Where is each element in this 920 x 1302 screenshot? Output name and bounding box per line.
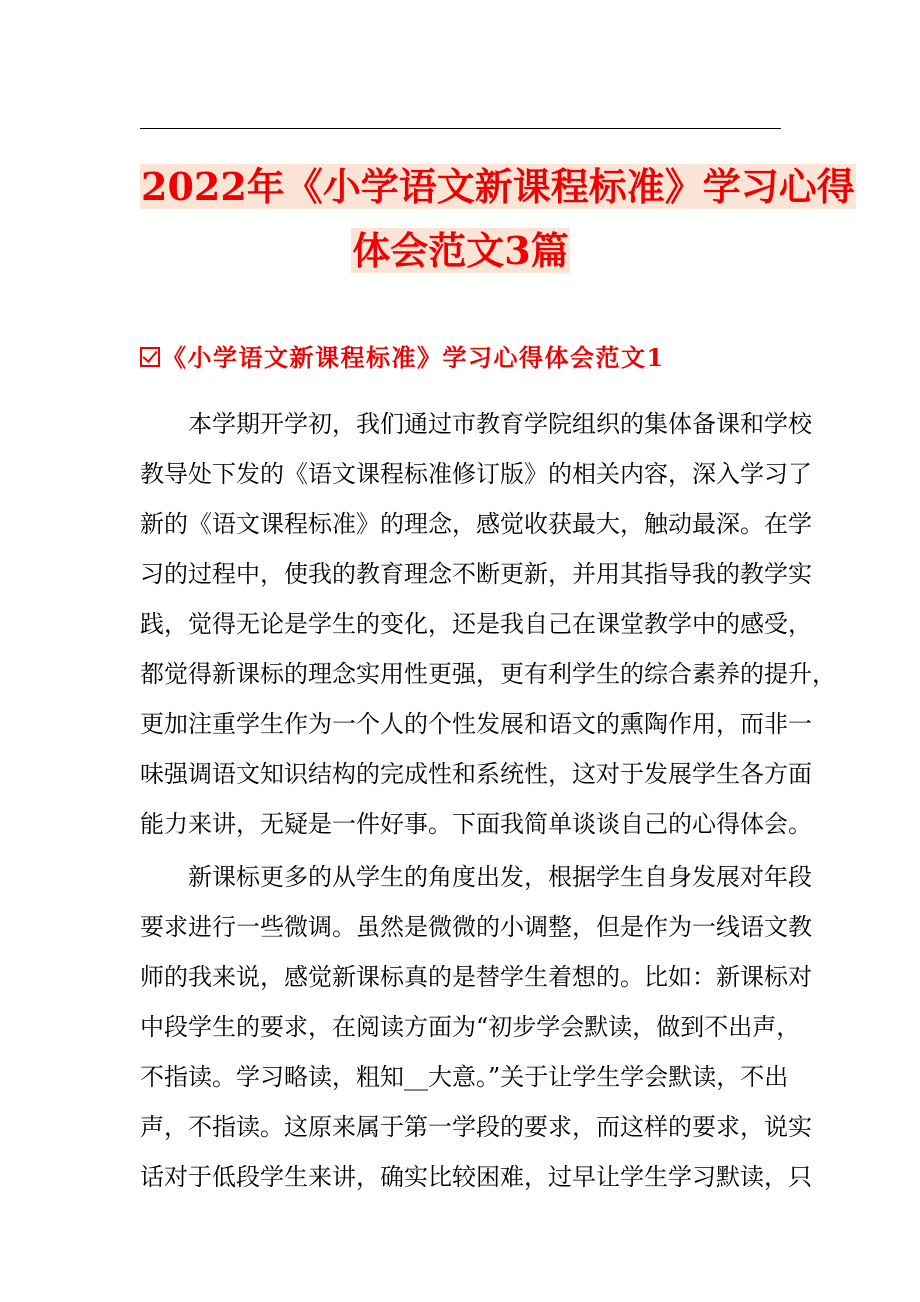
paragraph-line: 声，不指读。这原来属于第一学段的要求，而这样的要求，说实 bbox=[140, 1113, 812, 1141]
paragraph-line: 新的《语文课程标准》的理念，感觉收获最大，触动最深。在学 bbox=[140, 510, 812, 538]
header-rule bbox=[140, 128, 781, 129]
paragraph-line: 能力来讲，无疑是一件好事。下面我简单谈谈自己的心得体会。 bbox=[140, 810, 812, 838]
section-heading-text: 《小学语文新课程标准》学习心得体会范文1 bbox=[162, 343, 665, 372]
paragraph-line: 践，觉得无论是学生的变化，还是我自己在课堂教学中的感受， bbox=[140, 610, 812, 638]
paragraph-line: 更加注重学生作为一个人的个性发展和语文的熏陶作用，而非一 bbox=[140, 710, 812, 738]
section-heading bbox=[140, 340, 665, 376]
document-title-line-1 bbox=[140, 162, 855, 212]
paragraph-line: 师的我来说，感觉新课标真的是替学生着想的。比如：新课标对 bbox=[140, 963, 812, 991]
paragraph-1 bbox=[140, 399, 836, 849]
title-text-1: 2022年《小学语文新课程标准》学习心得 bbox=[141, 164, 855, 209]
paragraph-line: 习的过程中，使我的教育理念不断更新，并用其指导我的教学实 bbox=[140, 560, 812, 588]
paragraph-line: 话对于低段学生来讲，确实比较困难，过早让学生学习默读，只 bbox=[140, 1163, 812, 1191]
paragraph-line: 要求进行一些微调。虽然是微微的小调整，但是作为一线语文教 bbox=[140, 913, 812, 941]
document-title-line-2 bbox=[140, 226, 781, 276]
paragraph-2 bbox=[140, 852, 812, 1202]
paragraph-line: 中段学生的要求，在阅读方面为“初步学会默读，做到不出声， bbox=[140, 1013, 801, 1041]
paragraph-line: 教导处下发的《语文课程标准修订版》的相关内容，深入学习了 bbox=[140, 460, 812, 488]
checkbox-checked-icon bbox=[140, 347, 160, 367]
paragraph-line: 都觉得新课标的理念实用性更强，更有利学生的综合素养的提升， bbox=[140, 660, 836, 688]
title-text-2: 体会范文3篇 bbox=[352, 228, 569, 273]
paragraph-line: 不指读。学习略读，粗知__大意。”关于让学生学会默读，不出 bbox=[140, 1063, 789, 1091]
paragraph-line: 味强调语文知识结构的完成性和系统性，这对于发展学生各方面 bbox=[140, 760, 812, 788]
paragraph-line: 新课标更多的从学生的角度出发，根据学生自身发展对年段 bbox=[188, 863, 812, 891]
paragraph-line: 本学期开学初，我们通过市教育学院组织的集体备课和学校 bbox=[188, 410, 812, 438]
